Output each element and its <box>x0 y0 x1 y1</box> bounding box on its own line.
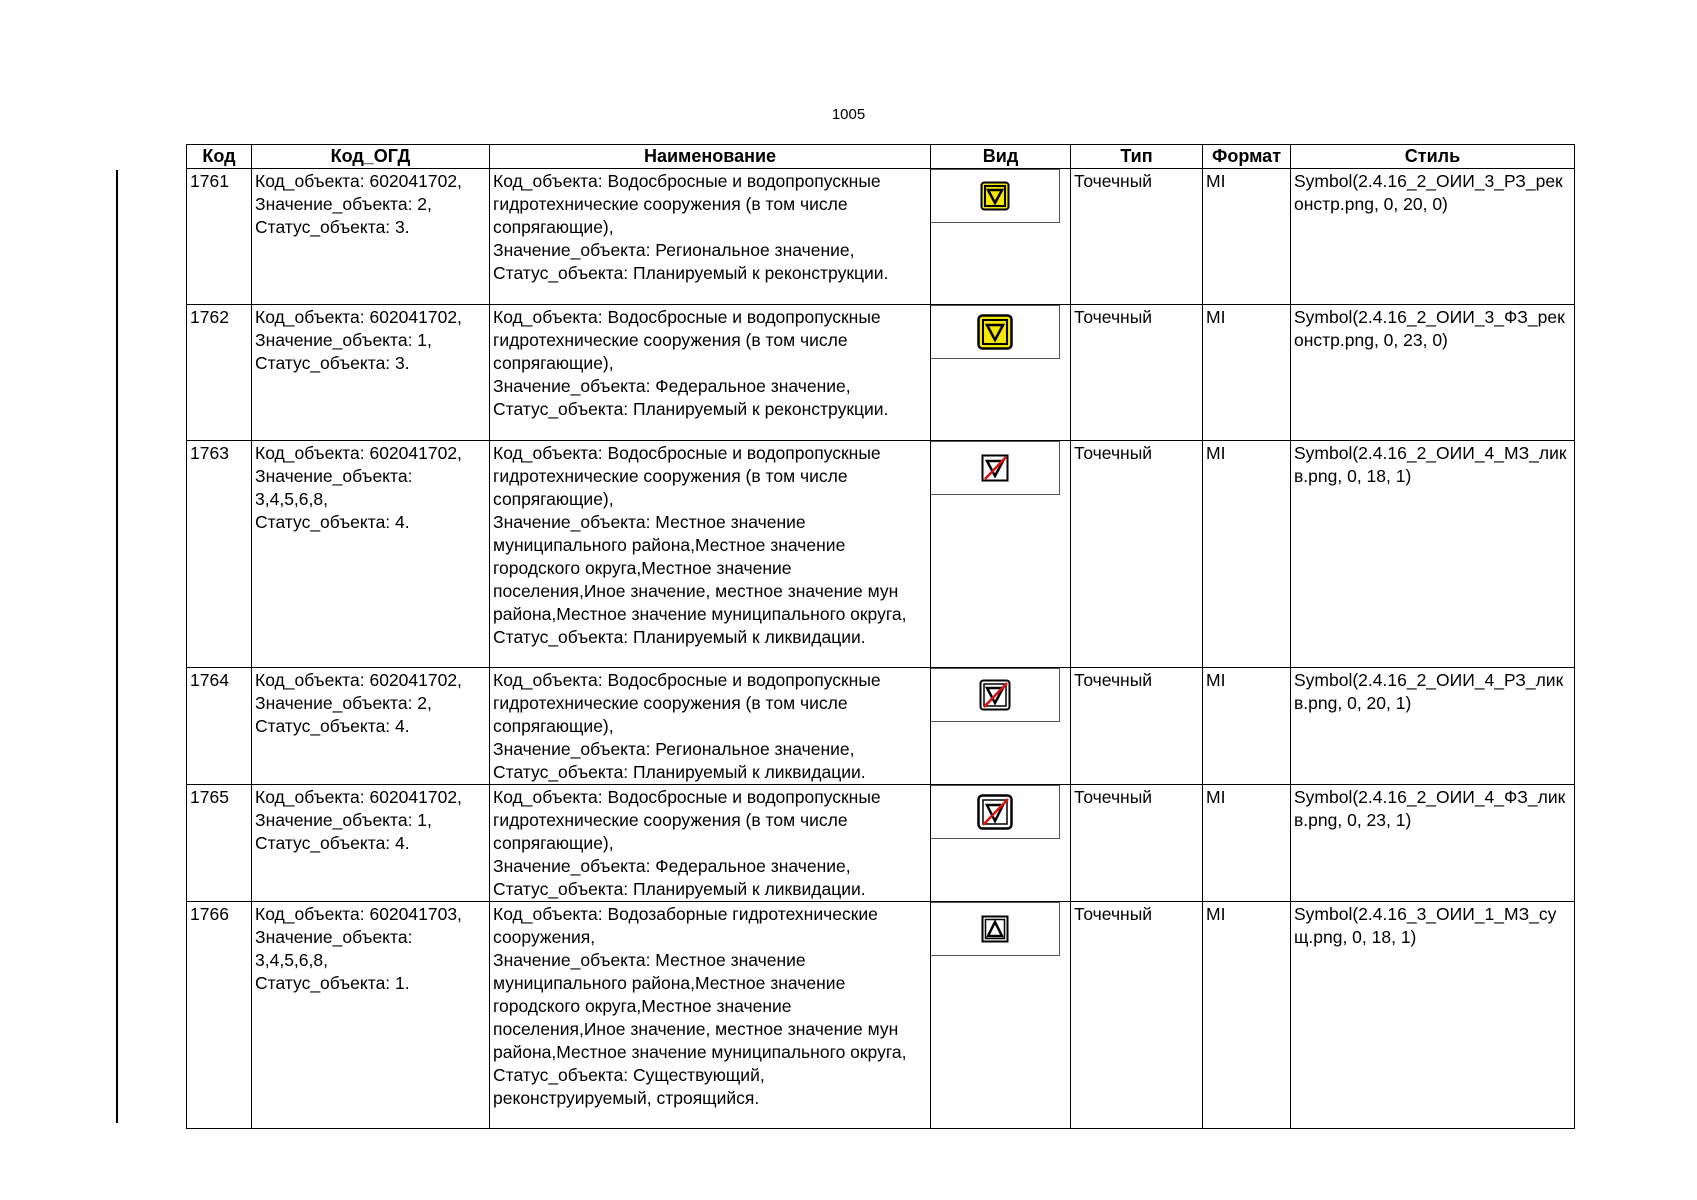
view-cell <box>931 305 1071 441</box>
table-row <box>187 441 1575 668</box>
table-row <box>187 902 1575 1129</box>
style-cell: Symbol(2.4.16_3_ОИИ_1_МЗ_сущ.png, 0, 18, 1) <box>1291 902 1575 1129</box>
header-code: Код <box>187 145 252 169</box>
header-type: Тип <box>1071 145 1203 169</box>
code-ogd-cell: Код_объекта: 602041703, Значение_объекта: 3,4,5,6,8, Статус_объекта: 1. <box>252 902 490 1129</box>
code-ogd-cell: Код_объекта: 602041702, Значение_объекта: 3,4,5,6,8, Статус_объекта: 4. <box>252 441 490 668</box>
format-cell: MI <box>1203 902 1291 1129</box>
margin-line <box>116 170 118 1123</box>
symbol-table <box>186 144 1575 1129</box>
view-cell <box>931 169 1071 305</box>
style-cell: Symbol(2.4.16_2_ОИИ_4_ФЗ_ликв.png, 0, 23, 1) <box>1291 785 1575 902</box>
format-cell: MI <box>1203 668 1291 785</box>
yellow-triangle-reconstruction-regional-icon <box>931 169 1060 223</box>
type-cell: Точечный <box>1071 305 1203 441</box>
code-ogd-cell: Код_объекта: 602041702, Значение_объекта: 2, Статус_объекта: 4. <box>252 668 490 785</box>
crossed-triangle-liquidation-regional-icon <box>931 668 1060 722</box>
crossed-triangle-liquidation-local-icon <box>931 441 1060 495</box>
style-cell: Symbol(2.4.16_2_ОИИ_3_ФЗ_реконстр.png, 0, 23, 0) <box>1291 305 1575 441</box>
format-cell: MI <box>1203 169 1291 305</box>
table-row <box>187 668 1575 785</box>
name-cell: Код_объекта: Водосбросные и водопропускные гидротехнические сооружения (в том числе сопрягающие), Значение_объекта: Федеральное значение, Статус_объекта: Планируемый к ликвидации. <box>490 785 931 902</box>
style-cell: Symbol(2.4.16_2_ОИИ_4_МЗ_ликв.png, 0, 18, 1) <box>1291 441 1575 668</box>
table-header-row <box>187 145 1575 169</box>
style-cell: Symbol(2.4.16_2_ОИИ_4_РЗ_ликв.png, 0, 20, 1) <box>1291 668 1575 785</box>
header-view: Вид <box>931 145 1071 169</box>
type-cell: Точечный <box>1071 902 1203 1129</box>
code-cell: 1764 <box>187 668 252 785</box>
page-number: 1005 <box>831 106 866 123</box>
style-cell: Symbol(2.4.16_2_ОИИ_3_РЗ_реконстр.png, 0, 20, 0) <box>1291 169 1575 305</box>
intake-triangle-existing-local-icon <box>931 902 1060 956</box>
name-cell: Код_объекта: Водосбросные и водопропускные гидротехнические сооружения (в том числе сопрягающие), Значение_объекта: Местное значение муниципального района,Местное значение городского округа,Местное значение поселения,Иное значение, местное значение мун района,Местное значение муниципального округа, Статус_объекта: Планируемый к ликвидации. <box>490 441 931 668</box>
crossed-triangle-liquidation-federal-icon <box>931 785 1060 839</box>
header-format: Формат <box>1203 145 1291 169</box>
code-cell: 1765 <box>187 785 252 902</box>
yellow-triangle-reconstruction-federal-icon <box>931 305 1060 359</box>
view-cell <box>931 441 1071 668</box>
name-cell: Код_объекта: Водосбросные и водопропускные гидротехнические сооружения (в том числе сопрягающие), Значение_объекта: Федеральное значение, Статус_объекта: Планируемый к реконструкции. <box>490 305 931 441</box>
name-cell: Код_объекта: Водосбросные и водопропускные гидротехнические сооружения (в том числе сопрягающие), Значение_объекта: Региональное значение, Статус_объекта: Планируемый к ликвидации. <box>490 668 931 785</box>
format-cell: MI <box>1203 305 1291 441</box>
name-cell: Код_объекта: Водозаборные гидротехнические сооружения, Значение_объекта: Местное значение муниципального района,Местное значение городского округа,Местное значение поселения,Иное значение, местное значение мун района,Местное значение муниципального округа, Статус_объекта: Существующий, реконструируемый, строящийся. <box>490 902 931 1129</box>
view-cell <box>931 785 1071 902</box>
code-cell: 1762 <box>187 305 252 441</box>
header-code-ogd: Код_ОГД <box>252 145 490 169</box>
table-row <box>187 169 1575 305</box>
code-cell: 1761 <box>187 169 252 305</box>
code-ogd-cell: Код_объекта: 602041702, Значение_объекта: 2, Статус_объекта: 3. <box>252 169 490 305</box>
type-cell: Точечный <box>1071 169 1203 305</box>
header-name: Наименование <box>490 145 931 169</box>
format-cell: MI <box>1203 785 1291 902</box>
type-cell: Точечный <box>1071 441 1203 668</box>
view-cell <box>931 668 1071 785</box>
table-row <box>187 305 1575 441</box>
code-ogd-cell: Код_объекта: 602041702, Значение_объекта: 1, Статус_объекта: 3. <box>252 305 490 441</box>
code-ogd-cell: Код_объекта: 602041702, Значение_объекта: 1, Статус_объекта: 4. <box>252 785 490 902</box>
view-cell <box>931 902 1071 1129</box>
type-cell: Точечный <box>1071 668 1203 785</box>
table-row <box>187 785 1575 902</box>
code-cell: 1766 <box>187 902 252 1129</box>
header-style: Стиль <box>1291 145 1575 169</box>
code-cell: 1763 <box>187 441 252 668</box>
format-cell: MI <box>1203 441 1291 668</box>
type-cell: Точечный <box>1071 785 1203 902</box>
name-cell: Код_объекта: Водосбросные и водопропускные гидротехнические сооружения (в том числе сопрягающие), Значение_объекта: Региональное значение, Статус_объекта: Планируемый к реконструкции. <box>490 169 931 305</box>
